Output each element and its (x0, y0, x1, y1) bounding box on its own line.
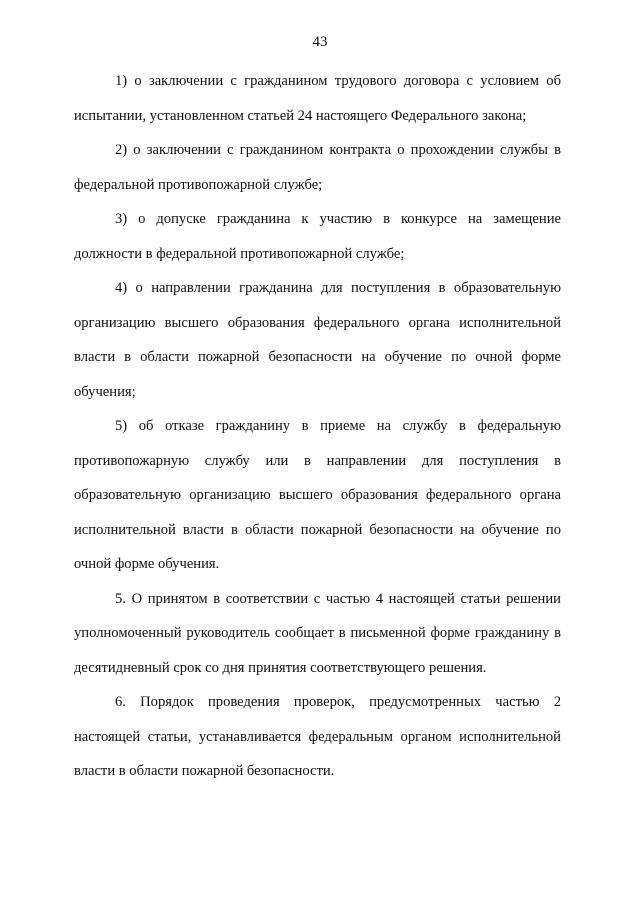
section-6-paragraph: 6. Порядок проведения проверок, предусмотренных частью 2 настоящей статьи, устанавливается федеральным органом исполнительной власти в области пожарной безопасности. (74, 694, 561, 779)
list-item-5: 5) об отказе гражданину в приеме на службу в федеральную противопожарную службу или в направлении для поступления в образовательную организацию высшего образования федерального органа исполнительной власти в области пожарной безопасности на обучение по очной форме обучения. (74, 418, 561, 572)
list-item-2: 2) о заключении с гражданином контракта о прохождении службы в федеральной противопожарной службе; (74, 142, 561, 193)
list-item-4: 4) о направлении гражданина для поступления в образовательную организацию высшего образования федерального органа исполнительной власти в области пожарной безопасности на обучение по очной форме обучения; (74, 280, 561, 400)
page-number: 43 (312, 34, 328, 50)
list-item-1: 1) о заключении с гражданином трудового договора с условием об испытании, установленном статьей 24 настоящего Федерального закона; (74, 73, 561, 124)
section-5-paragraph: 5. О принятом в соответствии с частью 4 настоящей статьи решении уполномоченный руководитель сообщает в письменной форме гражданину в десятидневный срок со дня принятия соответствующего решения. (74, 590, 561, 676)
document-body (74, 64, 561, 789)
list-item-3: 3) о допуске гражданина к участию в конкурсе на замещение должности в федеральной противопожарной службе; (74, 211, 561, 262)
